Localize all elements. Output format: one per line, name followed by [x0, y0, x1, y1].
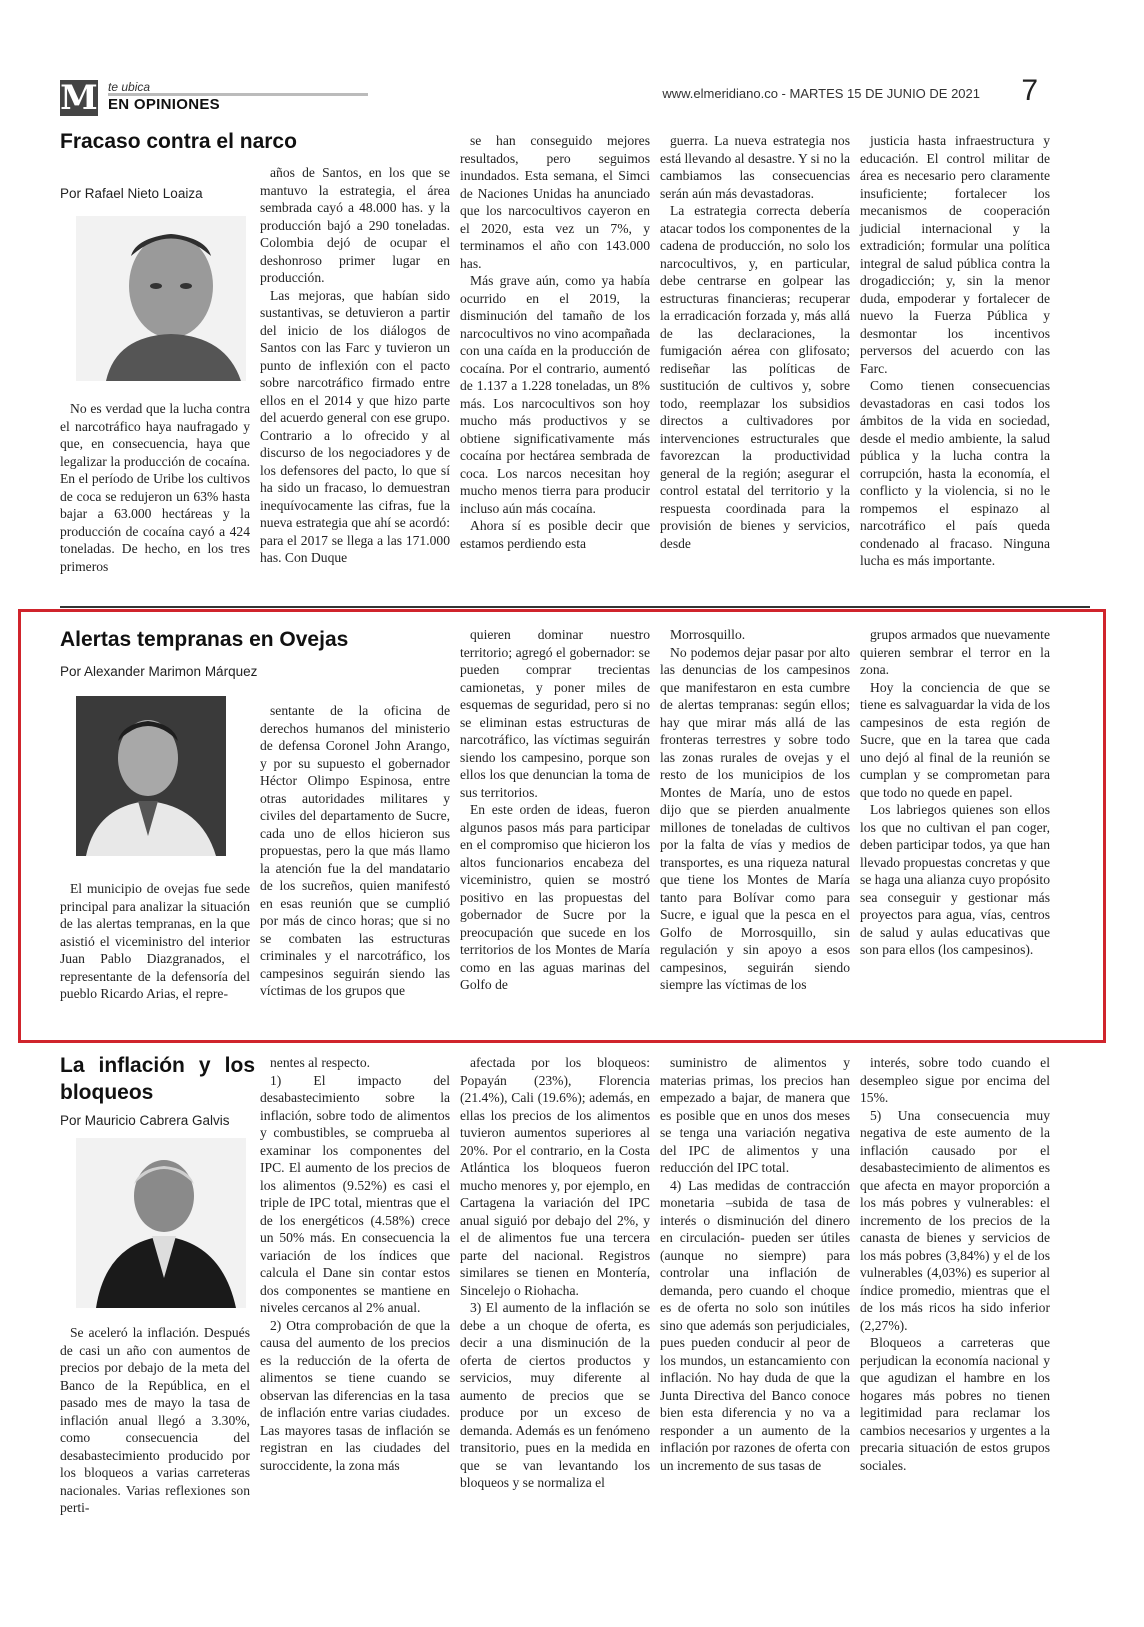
article-column-4 [660, 626, 850, 994]
column-paragraph: justicia hasta infraestructura y educación. El control militar de área es necesario pero claramente insuficiente; fortalecer los mecanismos de cooperación judicial internacional y la extradición; formular una política integral de salud pública contra la drogadicción; y, sin la menor duda, empoderar y fortalecer de nuevo la Fuerza Pública y desmontar los incentivos perversos del acuerdo con las Farc. [860, 133, 1050, 376]
column-text: Se aceleró la inflación. Después de casi un año con aumentos de precios por debajo de la meta del Banco de la República, en el pasado mes de mayo la tasa de inflación anual llegó a 3.30%, como consecuencia del desabastecimiento producido por los bloqueos a varias carreteras nacionales. Varias reflexiones son perti- [60, 1325, 250, 1515]
article-column-2 [260, 702, 450, 1000]
column-text: sentante de la oficina de derechos humanos del ministerio de defensa Coronel John Arango, y por su supuesto el gobernador Héctor Olimpo Espinosa, entre otras autoridades militares y civiles del departamento de Sucre, cada uno de ellos hicieron sus propuestas, pero la que más llamo la atención fue la del mandatario de los sucreños, quien manifestó en esas reunión que se cumplió por más de cinco horas; que si no se combaten las estructuras criminales y el narcotráfico, los campesinos seguirán siendo las víctimas de los grupos que [260, 703, 450, 998]
article-column-5 [860, 1054, 1050, 1474]
article-title: Alertas tempranas en Ovejas [60, 628, 349, 651]
column-paragraph: Los labriegos quienes son ellos los que no cultivan el pan coger, deben participar todos, ya que han llevado propuestas concretas y que se haga una alianza cuyo propósito sea conseguir y gestionar más proyectos para agua, vías, centros de salud y aulas educativas que son para ellos (los campesinos). [860, 802, 1050, 957]
author-photo [76, 1138, 246, 1308]
article-column-3 [460, 1054, 650, 1492]
column-text: No es verdad que la lucha contra el narcotráfico haya naufragado y que, en consecuencia, haya que legalizar la producción de cocaína. En el período de Uribe los cultivos de coca se redujeron un 63% hasta bajar a 63.000 hectáreas y la producción de cocaína cayó a 424 toneladas. De hecho, en los tres primeros [60, 401, 250, 574]
column-paragraph: afectada por los bloqueos: Popayán (23%), Florencia (21.4%), Cali (19.6%); además, en ellas los precios de los alimentos tuvieron aumentos superiores al 20%. Por el contrario, en la Costa Atlántica los bloqueos fueron mucho menores y, por ejemplo, en Cartagena la variación del IPC anual siguió por debajo del 2%, y el de alimentos fue una tercera parte del nacional. Registros similares se tienen en Montería, Sincelejo o Riohacha. [460, 1055, 650, 1298]
article-column-5 [860, 626, 1050, 959]
column-paragraph: 1) El impacto del desabastecimiento sobre la inflación, sobre todo de alimentos y combustibles, se comprueba al examinar los componentes del IPC. El aumento de los precios de los alimentos (9.52%) es casi el triple de IPC total, mientras que el de los energéticos (4.58%) crece un 50% más. En consecuencia la variación de los índices que calcula el Dane sin contar estos dos componentes se mantiene en niveles cercanos al 2% anual. [260, 1072, 450, 1315]
column-paragraph: años de Santos, en los que se mantuvo la estrategia, el área sembrada cayó a 48.000 has. y la producción bajó a 290 toneladas. Colombia dejó de ocupar el deshonroso primer lugar en producción. [260, 165, 450, 285]
article-byline: Por Mauricio Cabrera Galvis [60, 1113, 230, 1128]
article-column-1 [60, 400, 250, 575]
column-paragraph: Morrosquillo. [670, 627, 746, 642]
newspaper-logo: M [60, 78, 98, 118]
column-paragraph: guerra. La nueva estrategia nos está llevando al desastre. Y si no la cambiamos las consecuencias serán aún más devastadoras. [660, 133, 851, 201]
column-paragraph: La estrategia correcta debería atacar todos los componentes de la cadena de producción, no solo los narcocultivos, y, en particular, debe centrarse en golpear las estructuras financieras; recuperar la erradicación forzada y, más allá de las declaraciones, la fumigación aérea con glifosato; rediseñar las políticas de sustitución de cultivos y, sobre todo, reemplazar los subsidios directos a cultivadores por intervenciones estructurales que favorezcan la productividad general de la región; asegurar el control estatal del territorio y la respuesta coordinada para la provisión de bienes y servicios, desde [660, 203, 850, 551]
article-narco [60, 128, 1090, 598]
article-column-4 [660, 132, 850, 552]
article-inflacion [60, 1052, 1090, 1522]
article-title: La inflación y los bloqueos [60, 1054, 255, 1104]
article-column-3 [460, 132, 650, 552]
column-paragraph: suministro de alimentos y materias primas, los precios han empezado a bajar, de manera que es posible que en unos dos meses se tenga una variación negativa del IPC de alimentos y una reducción del IPC total. [660, 1055, 850, 1175]
column-paragraph: grupos armados que nuevamente quieren sembrar el terror en la zona. [860, 627, 1050, 677]
article-byline: Por Alexander Marimon Márquez [60, 664, 258, 679]
column-paragraph: Ahora sí es posible decir que estamos perdiendo esta [460, 518, 650, 551]
article-column-2 [260, 164, 450, 567]
article-divider [60, 606, 1090, 608]
article-column-5 [860, 132, 1050, 570]
column-paragraph: 4) Las medidas de contracción monetaria –subida de tasa de interés o disminución del dinero en circulación- pueden ser útiles (aunque no siempre) para controlar una inflación de demanda, pero cuando el choque es de oferta no solo son inútiles sino que además son perjudiciales, pues pueden conducir al peor de los mundos, un estancamiento con inflación. No hay duda de que la Junta Directiva del Banco conoce bien esta diferencia y no va a responder a un aumento de la inflación por razones de oferta con un incremento de sus tasas de [660, 1177, 850, 1473]
column-paragraph: Bloqueos a carreteras que perjudican la economía nacional y que agudizan el hambre en los hogares más pobres no tienen legitimidad para reclamar los cambios necesarios y urgentes a la precaria situación de estos grupos sociales. [860, 1335, 1050, 1473]
article-ovejas [60, 626, 1090, 1026]
column-paragraph: No podemos dejar pasar por alto las denuncias de los campesinos que manifestaron en esta cumbre de alertas tempranas: según ellos; hay que mirar más allá de las fronteras terrestres y sobre todo las zonas rurales de ovejas y el resto de los municipios de los Montes de María, uno de estos dijo que se pierden anualmente millones de toneladas de cultivos por la falta de vías y medios de transportes, es una riqueza natural que tiene los Montes de María tanto para Bolívar como para Sucre, e igual que la pesca en el Golfo de Morrosquillo, sin regulación y sin apoyo a esos campesinos, seguirán siendo siempre las víctimas de los [660, 644, 850, 992]
article-column-1 [60, 1324, 250, 1517]
column-paragraph: Hoy la conciencia de que se tiene es salvaguardar la vida de los campesinos de esta región de Sucre, que en la tarea que cada uno dejó al final de la reunión se cumplan y se comprometan para que todo no quede en papel. [860, 679, 1050, 800]
page-number: 7 [1021, 74, 1038, 107]
article-head [60, 626, 360, 681]
column-paragraph: En este orden de ideas, fueron algunos pasos más para participar en el compromiso que hicieron los altos funcionarios encabeza del viceministro, quien se mostró positivo en las propuestas del gobernador de Sucre por la preocupación que sucede en los territorios de los Montes de María como en las aguas marinas del Golfo de [460, 802, 650, 992]
column-paragraph: 3) El aumento de la inflación se debe a un choque de oferta, es decir a una disminución de la oferta de ciertos productos y servicios, muy diferente al aumento de precios que se produce por un exceso de demanda. Además es un fenómeno transitorio, pues en la medida en que se van levantando los bloqueos y se normaliza el [460, 1300, 650, 1490]
article-column-4 [660, 1054, 850, 1474]
column-paragraph: Como tienen consecuencias devastadoras en casi todos los ámbitos de la vida en sociedad, desde el medio ambiente, la salud pública y la lucha contra la corrupción, hasta la economía, el conflicto y la violencia, si no le rompemos el espinazo al narcotráfico el país queda condenado al fracaso. Ninguna lucha es más importante. [860, 378, 1050, 568]
author-photo [76, 696, 226, 856]
column-paragraph: nentes al respecto. [270, 1055, 371, 1070]
article-head [60, 1052, 255, 1130]
page-header [60, 74, 1090, 118]
article-column-1 [60, 880, 250, 1003]
column-paragraph: se han conseguido mejores resultados, pero seguimos inundados. Esta semana, el Simci de Naciones Unidas ha anunciado que los narcocultivos cayeron en el 2020, esta vez un 7%, y terminamos el año con 143.000 has. [460, 133, 650, 271]
column-paragraph: interés, sobre todo cuando el desempleo sigue por encima del 15%. [860, 1055, 1050, 1105]
article-column-2 [260, 1054, 450, 1474]
logo-tagline: te ubica [108, 80, 151, 94]
column-paragraph: quieren dominar nuestro territorio; agregó el gobernador: se pueden comprar trecientas camionetas, y poner miles de esquemas de seguridad, pero si no se eliminan estas estructuras de narcotráfico, las víctimas seguirán siendo los campesino, porque son ellos los que denuncian la toma de sus territorios. [460, 627, 650, 800]
dateline: www.elmeridiano.co - MARTES 15 DE JUNIO DE 2021 [662, 86, 980, 101]
article-byline: Por Rafael Nieto Loaiza [60, 186, 203, 201]
column-paragraph: 2) Otra comprobación de que la causa del aumento de los precios es la reducción de la oferta de alimentos se tiene cuando se observan las diferencias en la tasa de inflación entre varias ciudades. Las mayores tasas de inflación se registran en las ciudades del suroccidente, la zona más [260, 1317, 450, 1473]
column-text: El municipio de ovejas fue sede principal para analizar la situación de las alertas tempranas, en la que asistió el viceministro del interior Juan Pablo Diazgranados, el representante de la defensoría del pueblo Ricardo Arias, el repre- [60, 881, 250, 1001]
section-label: EN OPINIONES [108, 96, 220, 113]
column-paragraph: Las mejoras, que habían sido sustantivas, se detuvieron a partir del inicio de los diálogos de Santos con las Farc y tuvieron un punto de inflexión con el pacto sobre narcotráfico firmado entre ellos en el 2014 y que hizo parte del acuerdo general con ese grupo. Contrario a lo ofrecido y al discurso de los negociadores y de los defensores del pacto, lo que sí ha sido un fracaso, lo demuestran inequívocamente las cifras, fue la nueva estrategia que ahí se acordó: para el 2017 se llega a las 171.000 has. Con Duque [260, 287, 450, 565]
article-column-3 [460, 626, 650, 994]
column-paragraph: Más grave aún, como ya había ocurrido en el 2019, la disminución del tamaño de los narcocultivos no vino acompañada con una caída en la producción de cocaína. Por el contrario, aumentó de 1.137 a 1.228 toneladas, un 8% más. Los narcocultivos son hoy mucho más productivos y se obtiene significativamente más cocaína por hectárea sembrada de coca. Los narcos necesitan hoy mucho menos tierra para producir incluso aún más cocaína. [460, 273, 650, 516]
author-photo [76, 216, 246, 381]
column-paragraph: 5) Una consecuencia muy negativa de este aumento de la inflación causado por el desabastecimiento de alimentos es que afecta en mayor proporción a los más pobres y vulnerables: el incremento de los precios de la canasta de bienes y servicios de los más pobres (3,84%) y el de los vulnerables (4,03%) es superior al índice promedio, mientras que el de los más ricos ha sido inferior (2,27%). [860, 1107, 1050, 1333]
article-head [60, 128, 297, 203]
article-title: Fracaso contra el narco [60, 130, 297, 153]
